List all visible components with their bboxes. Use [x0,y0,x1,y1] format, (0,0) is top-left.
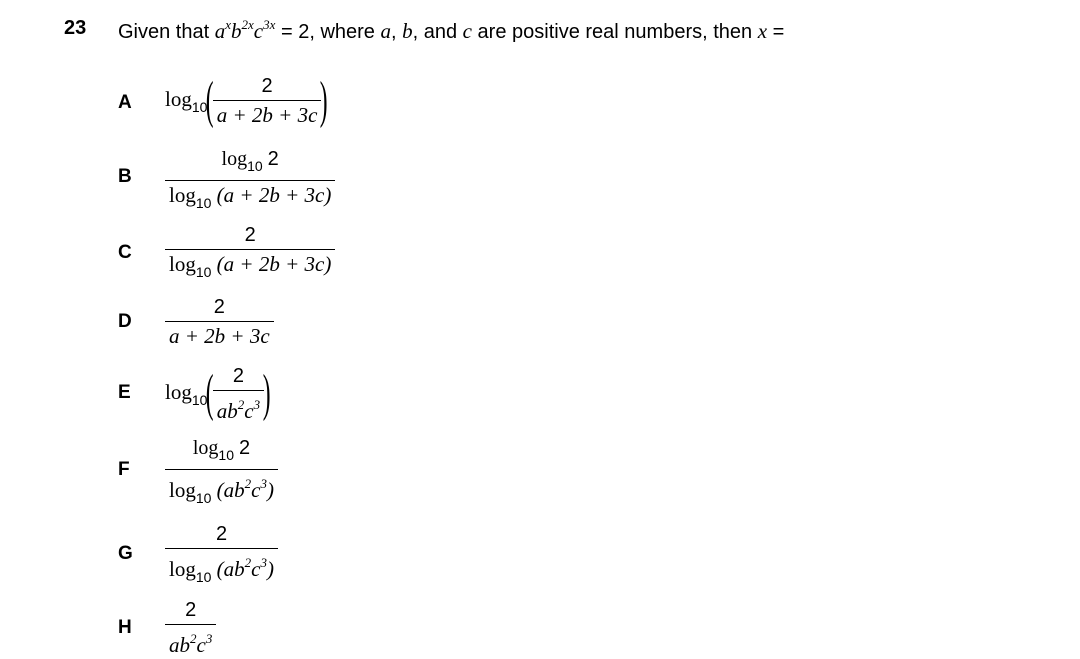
stem-b: b [231,19,242,43]
log-term: $\log_{10}$ [165,379,208,408]
stem-var-a: a [380,19,391,43]
option-a-expression [165,71,328,129]
stem-a: a [214,19,226,43]
option-c-expression [165,223,335,284]
numerator: $\log_{10} 2$ [192,437,251,463]
numerator: 2 [185,599,197,621]
option-h-letter: H [118,617,132,638]
option-a-letter: A [118,92,132,113]
option-c-letter: C [118,242,132,263]
fraction [213,74,322,127]
denominator: $\log_{10} (a + 2b + 3c)$ [165,180,335,215]
option-g-letter: G [118,543,133,564]
denominator: a + 2b + 3c [165,321,274,348]
open-paren: ( [206,364,214,422]
open-paren: ( [206,71,214,129]
stem-c: c [253,19,264,43]
option-h-expression [165,598,216,657]
numerator: 2 [213,296,225,318]
option-b-expression [165,147,335,215]
stem-sep1: , [390,21,397,43]
fraction [165,598,216,657]
stem-end: = [772,21,785,43]
denominator: $ab^2c^3$ [213,390,264,423]
denominator: a + 2b + 3c [213,100,322,127]
option-b-letter: B [118,166,132,187]
stem-prefix: Given that [118,21,210,43]
stem-equals: = 2 [280,21,310,43]
denominator: $ab^2c^3$ [165,624,216,657]
option-e-expression [165,364,269,423]
denominator: $\log_{10} (ab^2c^3)$ [165,548,278,589]
fraction [165,436,278,510]
stem-var-x: x [757,19,768,43]
stem-exp-x: x [225,17,232,32]
numerator: 2 [261,75,273,97]
option-d-letter: D [118,311,132,332]
option-g-expression [165,522,278,589]
stem-var-c: c [462,19,472,43]
log-term: $\log_{10}$ [165,86,208,115]
fraction [165,522,278,589]
fraction [165,223,335,284]
option-f-letter: F [118,459,130,480]
stem-exp-2x: 2x [241,17,254,32]
option-e-letter: E [118,382,131,403]
numerator: 2 [232,365,244,387]
stem-var-b: b [402,19,413,43]
stem-suffix: are positive real numbers, then [477,21,753,43]
stem-mid: , where [309,21,375,43]
stem-power-expression [215,19,276,43]
stem-sep2: , and [412,21,458,43]
fraction [213,364,264,423]
option-f-expression [165,436,278,510]
fraction [165,295,274,348]
denominator: $\log_{10} (a + 2b + 3c)$ [165,249,335,284]
question-number: 23 [64,17,87,39]
option-d-expression [165,295,274,348]
numerator: 2 [244,224,256,246]
question-stem [118,17,784,44]
numerator: 2 [215,523,228,545]
fraction [165,147,335,215]
close-paren: ) [262,364,271,422]
numerator: $\log_{10} 2$ [221,148,279,174]
close-paren: ) [320,71,328,129]
stem-exp-3x: 3x [263,17,276,32]
denominator: $\log_{10} (ab^2c^3)$ [165,469,278,510]
